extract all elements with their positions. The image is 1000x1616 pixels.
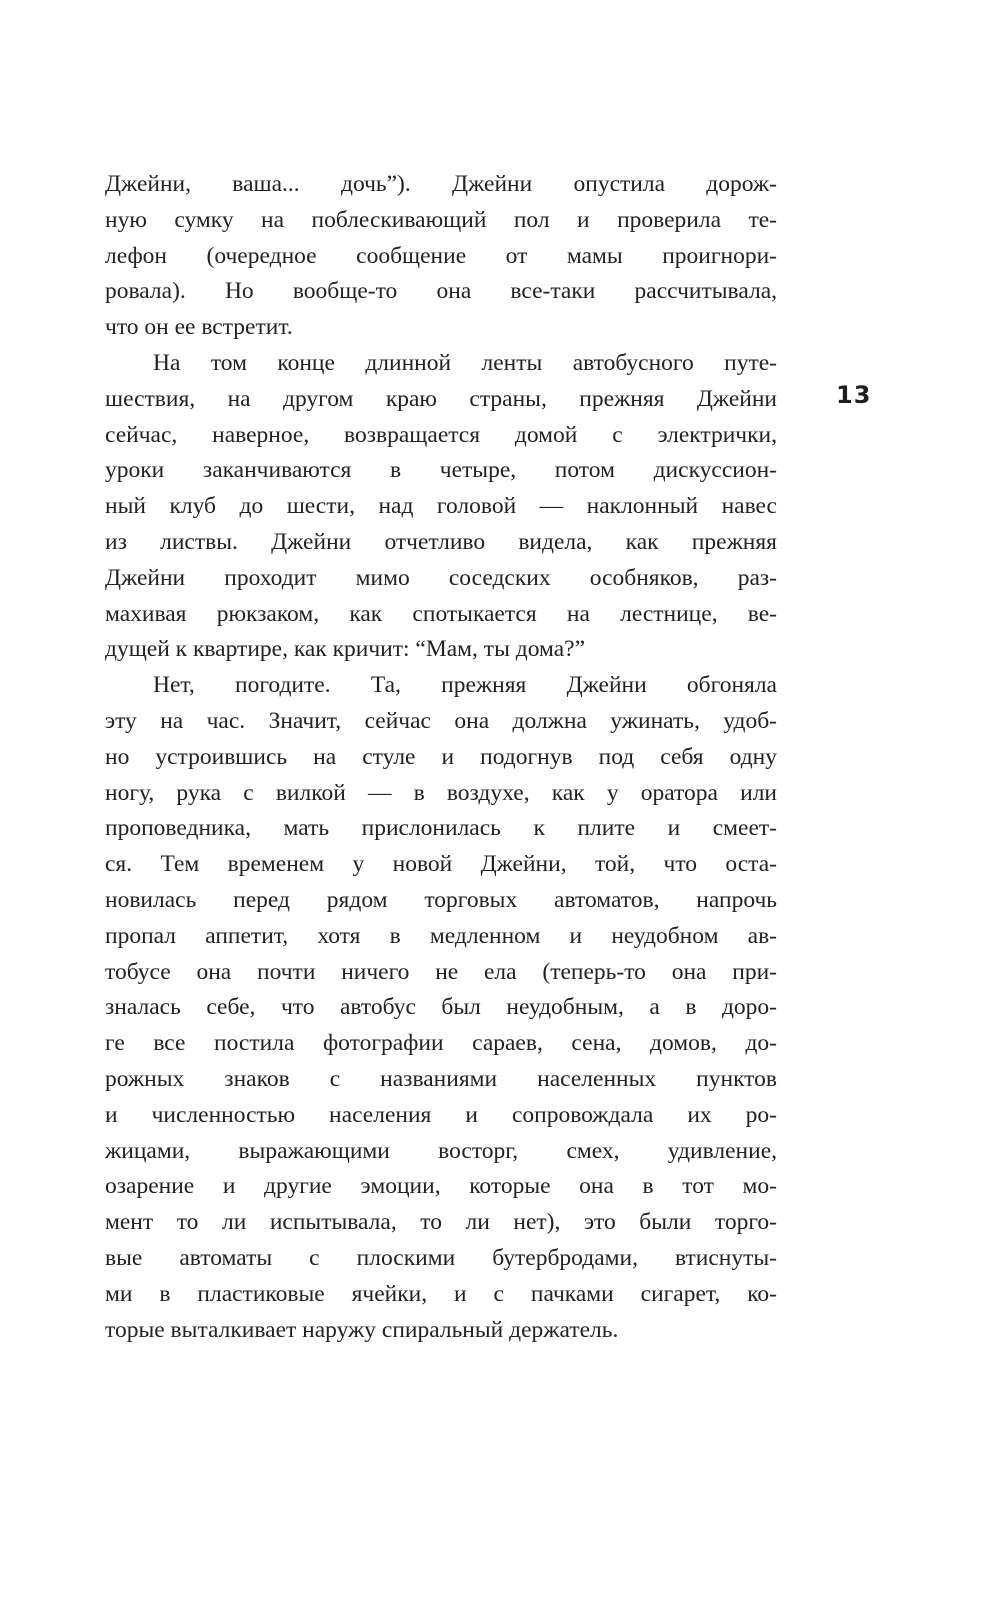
text-block [105,167,777,1348]
text-line: рожных знаков с названиями населенных пунктов [105,1065,777,1092]
text-line: новилась перед рядом торговых автоматов, напрочь [105,886,777,913]
text-line: ровала). Но вообще-то она все-таки рассчитывала, [105,278,777,305]
text-line: ся. Тем временем у новой Джейни, той, что оста- [105,851,777,878]
text-line: дущей к квартире, как кричит: “Мам, ты дома?” [105,636,585,663]
text-line: ге все постила фотографии сараев, сена, домов, до- [105,1030,777,1057]
text-line: На том конце длинной ленты автобусного путе- [153,349,777,376]
text-line: торые выталкивает наружу спиральный держатель. [105,1316,619,1343]
page-number: 13 [836,381,872,409]
text-line: и численностью населения и сопровождала их ро- [105,1101,777,1128]
text-line: эту на час. Значит, сейчас она должна ужинать, удоб- [105,707,777,734]
text-line: Нет, погодите. Та, прежняя Джейни обгоняла [153,672,777,699]
text-line: вые автоматы с плоскими бутербродами, втиснуты- [105,1244,777,1271]
text-line: махивая рюкзаком, как спотыкается на лестнице, ве- [105,600,777,627]
text-line: мент то ли испытывала, то ли нет), это были торго- [105,1209,777,1236]
text-line: ную сумку на поблескивающий пол и проверила те- [105,206,777,233]
text-line: из листвы. Джейни отчетливо видела, как прежняя [105,528,777,555]
text-line: ми в пластиковые ячейки, и с пачками сигарет, ко- [105,1280,777,1307]
text-line: ный клуб до шести, над головой — наклонный навес [105,493,777,520]
text-line: что он ее встретит. [105,314,293,341]
text-line: Джейни проходит мимо соседских особняков, раз- [105,564,777,591]
text-line: лефон (очередное сообщение от мамы проигнори- [105,242,777,269]
text-line: шествия, на другом краю страны, прежняя Джейни [105,385,777,412]
text-line: жицами, выражающими восторг, смех, удивление, [105,1137,777,1164]
text-line: тобусе она почти ничего не ела (теперь-то она при- [105,958,777,985]
text-line: проповедника, мать прислонилась к плите и смеет- [105,815,777,842]
text-line: озарение и другие эмоции, которые она в тот мо- [105,1173,777,1200]
text-line: но устроившись на стуле и подогнув под себя одну [105,743,777,770]
text-line: зналась себе, что автобус был неудобным, а в доро- [105,994,777,1021]
text-line: ногу, рука с вилкой — в воздухе, как у оратора или [105,779,777,806]
text-line: пропал аппетит, хотя в медленном и неудобном ав- [105,922,777,949]
text-line: уроки заканчиваются в четыре, потом дискуссион- [105,457,777,484]
text-line: Джейни, ваша... дочь”). Джейни опустила дорож- [105,171,777,197]
text-line: сейчас, наверное, возвращается домой с электрички, [105,421,777,448]
